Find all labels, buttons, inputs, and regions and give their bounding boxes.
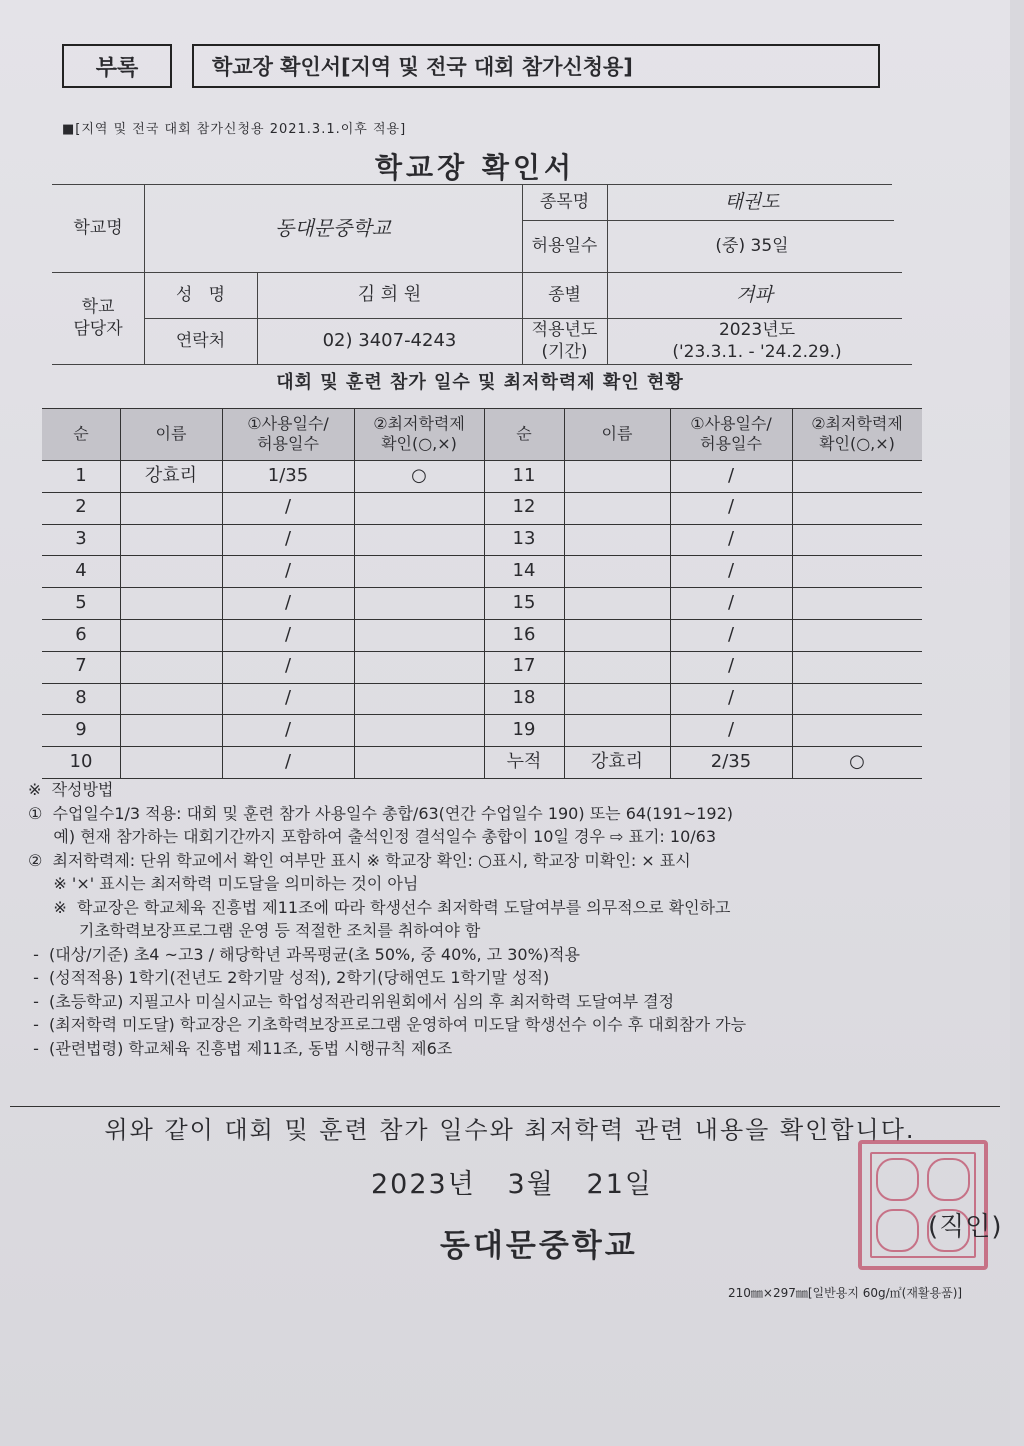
header-min-line2: 확인(○,×) (381, 434, 457, 453)
table-cell-name (564, 587, 670, 619)
table-cell-days: / (284, 719, 292, 741)
table-cell-name (564, 619, 670, 651)
table-cell-check (354, 555, 484, 587)
instruction-line: - (초등학교) 지필고사 미실시교는 학업성적관리위원회에서 심의 후 최저학력 도달여부 결정 (28, 991, 675, 1011)
table-cell-check (354, 492, 484, 524)
header-days-line1: ①사용일수/ (247, 414, 329, 433)
header (62, 44, 882, 90)
table-cell-check (792, 460, 922, 492)
table-cell-no: 6 (75, 623, 87, 645)
school-signature: 동대문중학교 (440, 1228, 638, 1264)
table-cell-name (120, 714, 222, 746)
paper-spec: 210㎜×297㎜[일반용지 60g/㎡(재활용품)] (728, 1286, 963, 1300)
table-cell-no: 19 (512, 719, 536, 741)
allowed-days-value: (중) 35일 (715, 235, 789, 256)
table-cell-name (120, 619, 222, 651)
table-cell-no: 누적 (506, 750, 542, 772)
table-cell-name (120, 524, 222, 556)
table-cell-name (564, 460, 670, 492)
header-min-left (354, 408, 484, 460)
table-cell-check (354, 619, 484, 651)
table-cell-check (354, 524, 484, 556)
header-no-left: 순 (73, 424, 89, 443)
table-cell-days: / (284, 496, 292, 518)
table-cell-days: / (727, 623, 735, 645)
table-cell-name (564, 651, 670, 683)
year-label-line2: (기간) (541, 342, 588, 362)
table-cell-days: / (284, 655, 292, 677)
table-cell-no: 5 (75, 591, 87, 613)
table-cell-days: / (284, 528, 292, 550)
table-cell-check (354, 587, 484, 619)
table-cell-no: 14 (512, 560, 536, 582)
header-min-line1: ②최저학력제 (811, 414, 903, 433)
table-cell-name: 강효리 (590, 750, 644, 772)
table-cell-name (120, 555, 222, 587)
table-cell-days: / (727, 687, 735, 709)
instruction-line: - (관련법령) 학교체육 진흥법 제11조, 동법 시행규칙 제6조 (28, 1038, 453, 1058)
name-label: 성 명 (175, 284, 226, 305)
event-label: 종목명 (539, 191, 590, 212)
allowed-days-label: 허용일수 (531, 235, 598, 256)
table-cell-no: 2 (75, 496, 87, 518)
table-cell-check: ○ (849, 750, 865, 772)
table-cell-name (120, 651, 222, 683)
header-min-line1: ②최저학력제 (373, 414, 465, 433)
header-title: 학교장 확인서[지역 및 전국 대회 참가신청용] (192, 44, 880, 88)
table-cell-check (792, 651, 922, 683)
table-cell-days: / (727, 719, 735, 741)
table-rule (42, 408, 922, 409)
header-days-line1: ①사용일수/ (690, 414, 772, 433)
category-value: 겨파 (736, 283, 773, 306)
header-no-right: 순 (516, 424, 532, 443)
year-label-line1: 적용년도 (531, 319, 598, 340)
table-cell-check: ○ (411, 464, 427, 486)
table-cell-no: 13 (512, 528, 536, 550)
table-cell-name (120, 683, 222, 715)
school-label: 학교명 (73, 217, 123, 238)
year-value-line1: 2023년도 (718, 319, 796, 340)
table-cell-name (564, 492, 670, 524)
table-cell-no: 10 (69, 750, 93, 772)
instruction-line: ※ '×' 표시는 최저학력 미도달을 의미하는 것이 아님 (28, 874, 419, 893)
table-cell-no: 8 (75, 687, 87, 709)
table-cell-no: 1 (75, 464, 87, 486)
official-seal-stamp (858, 1140, 988, 1270)
instruction-line: ※ 작성방법 (28, 780, 114, 799)
contact-value: 02) 3407-4243 (322, 330, 457, 352)
appendix-label: 부록 (62, 44, 172, 88)
table-cell-name (564, 555, 670, 587)
document-date: 2023년 3월 21일 (371, 1169, 653, 1200)
table-cell-no: 3 (75, 528, 87, 550)
instruction-line: 기초학력보장프로그램 운영 등 적절한 조치를 취하여야 함 (28, 921, 481, 940)
contact-label: 연락처 (175, 330, 226, 351)
instruction-line: ② 최저학력제: 단위 학교에서 확인 여부만 표시 ※ 학교장 확인: ○표시, 학교장 미확인: × 표시 (28, 850, 691, 870)
table-cell-check (354, 683, 484, 715)
instruction-line: - (대상/기준) 초4 ~고3 / 해당학년 과목평균(초 50%, 중 40%, 고 30%)적용 (28, 944, 580, 964)
year-value (607, 318, 907, 364)
table-cell-no: 9 (75, 719, 87, 741)
table-cell-check (792, 555, 922, 587)
subnote: ■[지역 및 전국 대회 참가신청용 2021.3.1.이후 적용] (62, 122, 407, 137)
table-cell-days: / (727, 528, 735, 550)
table-cell-no: 18 (512, 687, 536, 709)
staff-label-line2: 담당자 (73, 319, 123, 339)
table-cell-days: / (284, 591, 292, 613)
writing-instructions (28, 778, 998, 1060)
info-table (52, 184, 912, 364)
table-cell-check (354, 714, 484, 746)
table-cell-days: / (727, 655, 735, 677)
year-label (522, 318, 607, 364)
table-cell-days: / (727, 560, 735, 582)
table-cell-check (354, 651, 484, 683)
table-cell-days: / (727, 464, 735, 486)
table-cell-name (120, 492, 222, 524)
table-cell-days: / (727, 591, 735, 613)
table-cell-days: / (284, 623, 292, 645)
staff-label-line1: 학교 (81, 296, 115, 317)
table-cell-name (120, 587, 222, 619)
header-min-line2: 확인(○,×) (819, 434, 895, 453)
table-cell-name (564, 683, 670, 715)
instruction-line: 예) 현재 참가하는 대회기간까지 포함하여 출석인정 결석일수 총합이 10일 경우 ⇨ 표기: 10/63 (28, 827, 717, 846)
header-min-right (792, 408, 922, 460)
year-value-line2: ('23.3.1. - '24.2.29.) (672, 342, 842, 362)
table-cell-no: 4 (75, 560, 87, 582)
header-days-right (670, 408, 792, 460)
table-cell-name (120, 746, 222, 778)
table-cell-check (792, 714, 922, 746)
table-cell-check (792, 619, 922, 651)
table-cell-name (564, 714, 670, 746)
event-value: 태권도 (724, 190, 780, 213)
table-cell-days: / (284, 750, 292, 772)
table-cell-days: 2/35 (710, 750, 752, 772)
table-cell-check (792, 587, 922, 619)
participation-table (42, 408, 922, 778)
header-days-left (222, 408, 354, 460)
table-cell-no: 7 (75, 655, 87, 677)
table-cell-check (792, 492, 922, 524)
table-cell-check (792, 683, 922, 715)
header-name-left: 이름 (155, 424, 187, 443)
table-cell-check (354, 746, 484, 778)
table-cell-check (792, 524, 922, 556)
header-days-line2: 허용일수 (700, 434, 762, 453)
school-value: 동대문중학교 (275, 216, 391, 240)
table-cell-no: 15 (512, 591, 536, 613)
table-cell-no: 16 (512, 623, 536, 645)
table-cell-days: 1/35 (267, 464, 309, 486)
official-seal-label: (직인) (928, 1212, 1003, 1242)
table-cell-no: 12 (512, 496, 536, 518)
table-cell-days: / (284, 560, 292, 582)
instruction-line: - (성적적용) 1학기(전년도 2학기말 성적), 2학기(당해연도 1학기말 성적) (28, 968, 550, 987)
table-cell-days: / (727, 496, 735, 518)
table-cell-name: 강효리 (144, 464, 198, 486)
category-label: 종별 (548, 284, 581, 305)
table-cell-no: 11 (512, 464, 536, 486)
page-title: 학교장 확인서 (374, 151, 576, 184)
section-title: 대회 및 훈련 참가 일수 및 최저학력제 확인 현황 (276, 372, 684, 393)
confirmation-text: 위와 같이 대회 및 훈련 참가 일수와 최저학력 관련 내용을 확인합니다. (104, 1116, 916, 1144)
table-cell-days: / (284, 687, 292, 709)
instruction-line: ① 수업일수1/3 적용: 대회 및 훈련 참가 사용일수 총합/63(연간 수업일수 190) 또는 64(191~192) (28, 803, 734, 823)
instruction-line: - (최저학력 미도달) 학교장은 기초학력보장프로그램 운영하여 미도달 학생선수 이수 후 대회참가 가능 (28, 1015, 747, 1034)
divider (10, 1106, 1000, 1107)
header-name-right: 이름 (601, 424, 633, 443)
staff-label (52, 272, 144, 364)
instruction-line: ※ 학교장은 학교체육 진흥법 제11조에 따라 학생선수 최저학력 도달여부를 의무적으로 확인하고 (28, 897, 731, 917)
table-cell-name (564, 524, 670, 556)
name-value: 김 희 원 (357, 284, 422, 306)
table-cell-no: 17 (512, 655, 536, 677)
header-days-line2: 허용일수 (257, 434, 319, 453)
